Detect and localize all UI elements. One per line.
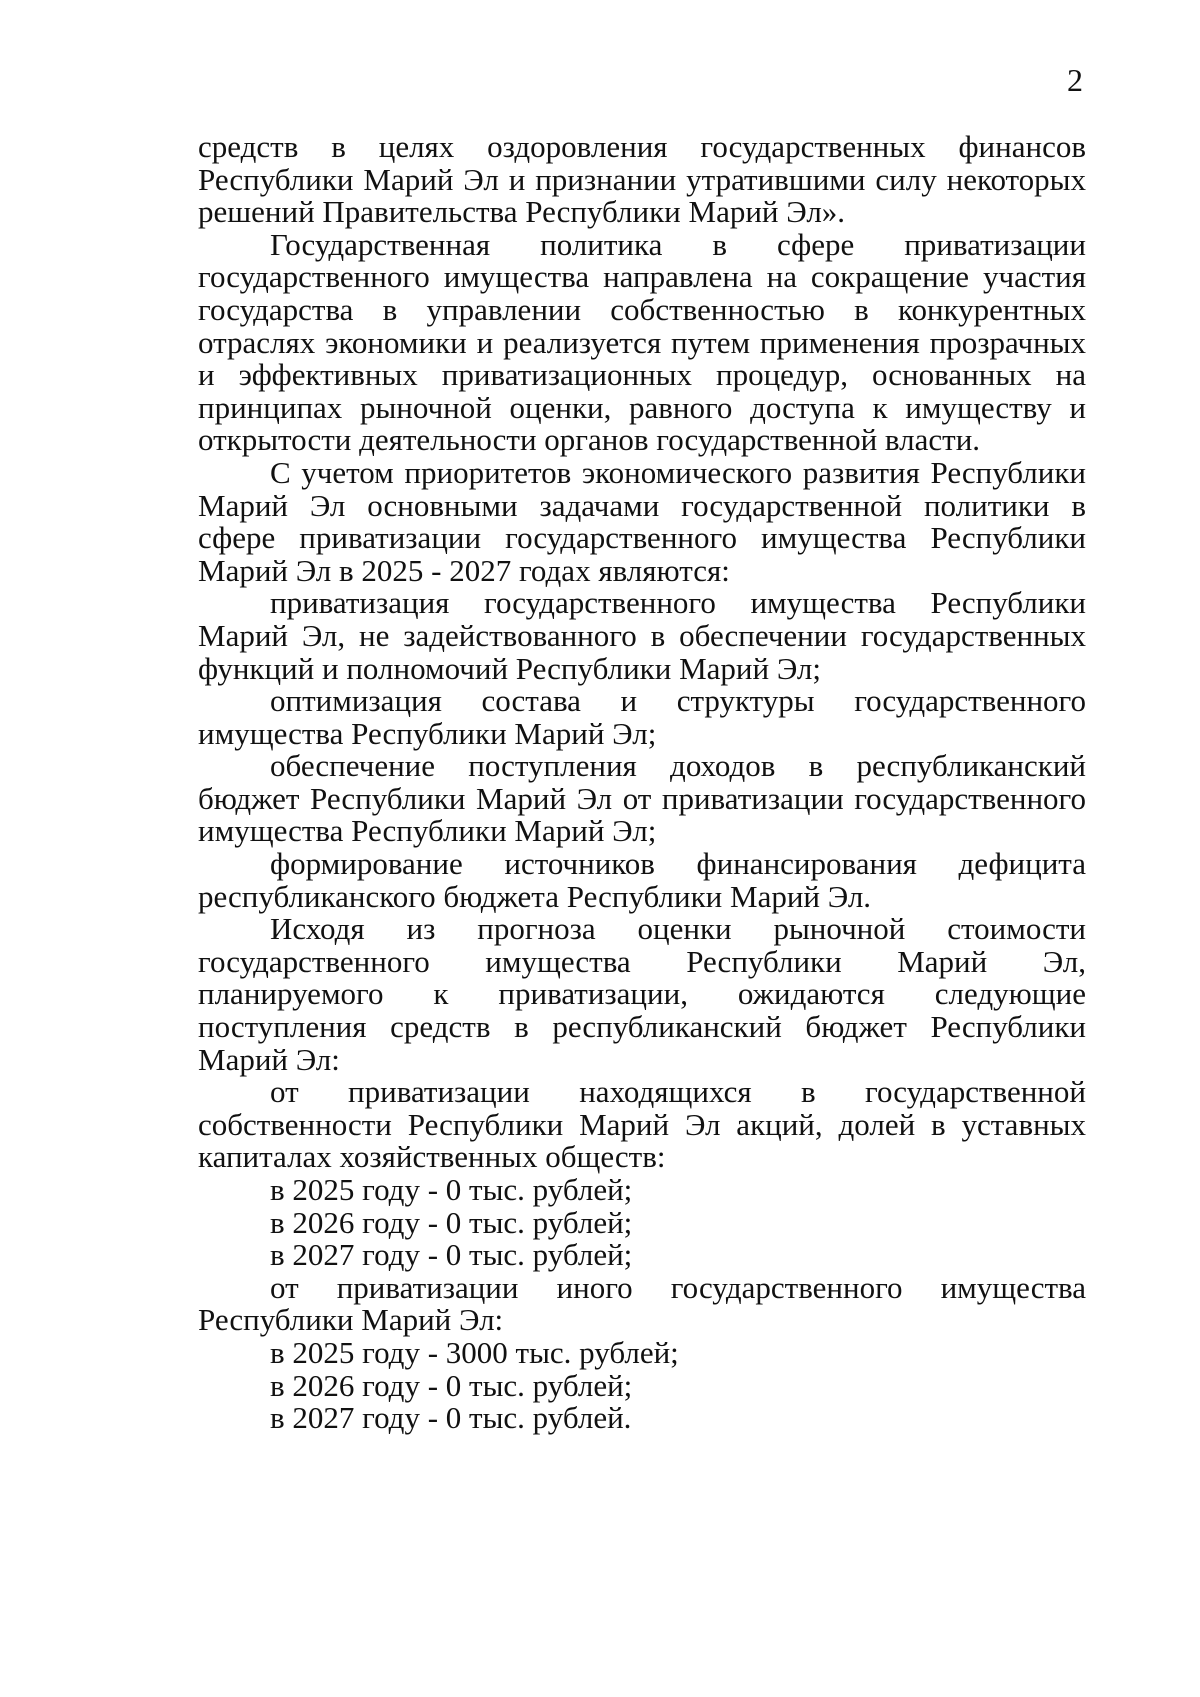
task-revenue: обеспечение поступления доходов в республиканский бюджет Республики Марий Эл от приватизации государственного имущества Республики Марий Эл;	[198, 748, 1086, 849]
shares-2026-amount: в 2026 году - 0 тыс. рублей;	[270, 1204, 633, 1240]
paragraph-intro-continuation: средств в целях оздоровления государственных финансов Республики Марий Эл и признании утратившими силу некоторых решений Правительства Республики Марий Эл».	[198, 129, 1086, 230]
page-number: 2	[1067, 62, 1083, 98]
other-property-2027-amount: в 2027 году - 0 тыс. рублей.	[270, 1400, 632, 1436]
other-property-2026-amount: в 2026 году - 0 тыс. рублей;	[270, 1367, 633, 1403]
paragraph-state-policy: Государственная политика в сфере приватизации государственного имущества направлена на сокращение участия государства в управлении собственностью в конкурентных отраслях экономики и реализуется путем применения прозрачных и эффективных приватизационных процедур, основанных на принципах рыночной оценки, равного доступа к имуществу и открытости деятельности органов государственной власти.	[198, 226, 1086, 458]
paragraph-other-property-privatization: от приватизации иного государственного имущества Республики Марий Эл:	[198, 1269, 1086, 1338]
document-body	[198, 131, 1086, 1435]
task-optimization: оптимизация состава и структуры государственного имущества Республики Марий Эл;	[198, 683, 1086, 751]
paragraph-policy-tasks: С учетом приоритетов экономического развития Республики Марий Эл основными задачами государственной политики в сфере приватизации государственного имущества Республики Марий Эл в 2025 - 2027 годах являются:	[198, 454, 1086, 588]
other-property-2025-amount: в 2025 году - 3000 тыс. рублей;	[270, 1334, 679, 1370]
task-deficit-financing: формирование источников финансирования дефицита республиканского бюджета Республики Марий Эл.	[198, 846, 1086, 914]
shares-2025-amount: в 2025 году - 0 тыс. рублей;	[270, 1172, 633, 1207]
paragraph-forecast: Исходя из прогноза оценки рыночной стоимости государственного имущества Республики Марий Эл, планируемого к приватизации, ожидаются следующие поступления средств в республиканский бюджет Республики Марий Эл:	[198, 911, 1086, 1077]
task-privatization: приватизация государственного имущества Республики Марий Эл, не задействованного в обеспечении государственных функций и полномочий Республики Марий Эл;	[198, 585, 1086, 686]
paragraph-shares-privatization: от приватизации находящихся в государственной собственности Республики Марий Эл акций, долей в уставных капиталах хозяйственных обществ:	[198, 1074, 1086, 1175]
shares-2027-amount: в 2027 году - 0 тыс. рублей;	[270, 1237, 633, 1273]
